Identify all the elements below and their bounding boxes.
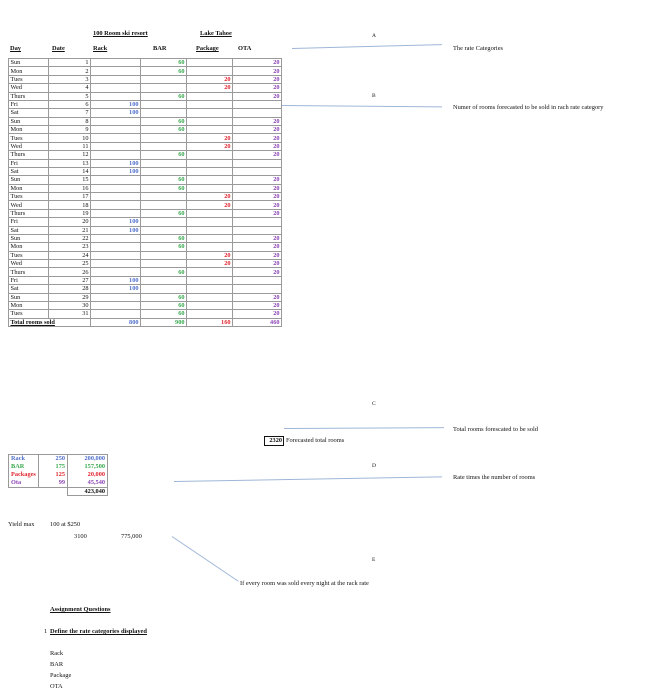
table-row [9, 251, 282, 259]
totals-row [9, 318, 282, 326]
table-row [9, 243, 282, 251]
cell-bar [141, 201, 187, 209]
cell-pkg: 20 [187, 193, 233, 201]
table-row [9, 176, 282, 184]
summary-total: 423,040 [68, 487, 108, 495]
cell-day: Mon [9, 301, 49, 309]
forecast-total-label: Forecasted total rooms [286, 437, 345, 444]
cell-rack: 100 [91, 276, 141, 284]
cell-pkg [187, 218, 233, 226]
table-row [9, 92, 282, 100]
cell-day: Tues [9, 134, 49, 142]
summary-row [9, 479, 108, 487]
cell-rack [91, 209, 141, 217]
header-rack: Rack [93, 45, 108, 52]
cell-ota: 20 [233, 201, 282, 209]
cell-pkg [187, 126, 233, 134]
cell-rack [91, 234, 141, 242]
cell-pkg [187, 167, 233, 175]
cell-date: 19 [49, 209, 91, 217]
cell-rack [91, 251, 141, 259]
cell-pkg [187, 234, 233, 242]
table-row [9, 75, 282, 83]
cell-date: 17 [49, 193, 91, 201]
cell-day: Tues [9, 310, 49, 318]
table-row [9, 134, 282, 142]
table-row [9, 142, 282, 150]
cell-bar: 60 [141, 151, 187, 159]
cell-date: 11 [49, 142, 91, 150]
cell-ota: 20 [233, 251, 282, 259]
cell-bar [141, 285, 187, 293]
cell-pkg: 20 [187, 251, 233, 259]
total-rack: 800 [91, 318, 141, 326]
cell-day: Fri [9, 100, 49, 108]
cell-date: 14 [49, 167, 91, 175]
cell-bar [141, 142, 187, 150]
cell-bar: 60 [141, 293, 187, 301]
table-row [9, 67, 282, 75]
cell-day: Sat [9, 167, 49, 175]
cell-bar: 60 [141, 234, 187, 242]
cell-ota: 20 [233, 176, 282, 184]
cell-day: Tues [9, 75, 49, 83]
leader-line-c [284, 427, 444, 429]
cell-rack [91, 75, 141, 83]
cell-day: Sun [9, 59, 49, 67]
cell-rack [91, 176, 141, 184]
cell-pkg [187, 92, 233, 100]
table-row [9, 218, 282, 226]
cell-bar: 60 [141, 67, 187, 75]
cell-rack [91, 59, 141, 67]
summary-count: 125 [39, 471, 68, 479]
cell-date: 16 [49, 184, 91, 192]
cell-bar: 60 [141, 184, 187, 192]
cell-day: Mon [9, 67, 49, 75]
cell-rack [91, 260, 141, 268]
cell-ota: 20 [233, 84, 282, 92]
cell-day: Fri [9, 218, 49, 226]
cell-rack [91, 117, 141, 125]
cell-bar [141, 167, 187, 175]
summary-amount: 20,000 [68, 471, 108, 479]
cell-date: 9 [49, 126, 91, 134]
cell-day: Wed [9, 142, 49, 150]
cell-rack [91, 293, 141, 301]
summary-row [9, 463, 108, 471]
cell-ota [233, 226, 282, 234]
cell-pkg [187, 301, 233, 309]
summary-total-row [9, 487, 108, 495]
cell-pkg [187, 159, 233, 167]
cell-ota: 20 [233, 67, 282, 75]
cell-rack [91, 268, 141, 276]
summary-count: 250 [39, 455, 68, 463]
annotation-e-letter: E [372, 557, 376, 563]
cell-pkg [187, 293, 233, 301]
rate-grid [8, 58, 282, 327]
cell-day: Fri [9, 276, 49, 284]
cell-bar [141, 100, 187, 108]
cell-ota [233, 218, 282, 226]
totals-label: Total rooms sold [9, 318, 91, 326]
cell-date: 26 [49, 268, 91, 276]
question-item-ota: OTA [50, 683, 63, 690]
cell-ota: 20 [233, 268, 282, 276]
cell-pkg [187, 184, 233, 192]
table-row [9, 268, 282, 276]
table-row [9, 209, 282, 217]
cell-ota: 20 [233, 92, 282, 100]
cell-rack [91, 151, 141, 159]
cell-bar [141, 84, 187, 92]
cell-day: Sun [9, 234, 49, 242]
cell-day: Mon [9, 243, 49, 251]
cell-date: 25 [49, 260, 91, 268]
cell-pkg [187, 100, 233, 108]
cell-pkg [187, 117, 233, 125]
cell-ota: 20 [233, 184, 282, 192]
cell-pkg: 20 [187, 84, 233, 92]
cell-ota: 20 [233, 310, 282, 318]
header-date: Date [52, 45, 65, 52]
cell-date: 13 [49, 159, 91, 167]
cell-day: Sat [9, 109, 49, 117]
cell-date: 15 [49, 176, 91, 184]
table-row [9, 285, 282, 293]
cell-date: 6 [49, 100, 91, 108]
cell-pkg [187, 109, 233, 117]
cell-ota: 20 [233, 301, 282, 309]
cell-pkg [187, 176, 233, 184]
cell-rack [91, 142, 141, 150]
cell-day: Thurs [9, 92, 49, 100]
cell-date: 1 [49, 59, 91, 67]
cell-pkg [187, 209, 233, 217]
cell-date: 23 [49, 243, 91, 251]
header-bar: BAR [153, 45, 167, 52]
cell-rack: 100 [91, 100, 141, 108]
cell-rack [91, 301, 141, 309]
cell-bar [141, 218, 187, 226]
summary-amount: 200,000 [68, 455, 108, 463]
cell-rack: 100 [91, 285, 141, 293]
yield-label: Yield max [8, 521, 35, 528]
summary-category: BAR [9, 463, 39, 471]
cell-ota: 20 [233, 117, 282, 125]
forecast-total-box: 2320 [264, 436, 284, 446]
total-ota: 460 [233, 318, 282, 326]
summary-count: 175 [39, 463, 68, 471]
summary-row [9, 455, 108, 463]
cell-bar: 60 [141, 117, 187, 125]
table-row [9, 260, 282, 268]
cell-rack: 100 [91, 167, 141, 175]
cell-day: Sun [9, 176, 49, 184]
cell-date: 28 [49, 285, 91, 293]
cell-date: 24 [49, 251, 91, 259]
cell-pkg: 20 [187, 75, 233, 83]
table-row [9, 84, 282, 92]
table-row [9, 184, 282, 192]
cell-pkg [187, 285, 233, 293]
cell-bar [141, 159, 187, 167]
cell-day: Thurs [9, 268, 49, 276]
table-row [9, 159, 282, 167]
cell-date: 12 [49, 151, 91, 159]
cell-date: 27 [49, 276, 91, 284]
cell-rack: 100 [91, 109, 141, 117]
cell-rack [91, 92, 141, 100]
annotation-d-text: Rate times the number of rooms [453, 474, 536, 481]
summary-count: 99 [39, 479, 68, 487]
cell-date: 21 [49, 226, 91, 234]
lake-title: Lake Tahoe [200, 30, 232, 37]
cell-rack: 100 [91, 159, 141, 167]
cell-date: 29 [49, 293, 91, 301]
cell-ota: 20 [233, 75, 282, 83]
table-row [9, 193, 282, 201]
cell-day: Tues [9, 193, 49, 201]
question-item-package: Package [50, 672, 72, 679]
cell-bar [141, 193, 187, 201]
cell-date: 3 [49, 75, 91, 83]
questions-heading: Assignment Questions [50, 606, 111, 613]
table-row [9, 234, 282, 242]
table-row [9, 151, 282, 159]
cell-rack [91, 201, 141, 209]
cell-pkg: 20 [187, 260, 233, 268]
cell-bar: 60 [141, 310, 187, 318]
cell-ota [233, 276, 282, 284]
cell-day: Wed [9, 201, 49, 209]
leader-line-b [282, 105, 442, 107]
table-row [9, 293, 282, 301]
cell-ota: 20 [233, 134, 282, 142]
summary-category: Ota [9, 479, 39, 487]
yield-rate: 100 at $250 [50, 521, 81, 528]
cell-bar: 60 [141, 209, 187, 217]
cell-pkg [187, 67, 233, 75]
table-row [9, 59, 282, 67]
cell-bar: 60 [141, 268, 187, 276]
cell-rack: 100 [91, 226, 141, 234]
cell-pkg [187, 310, 233, 318]
cell-rack [91, 126, 141, 134]
question-1-text: Define the rate categories displayed [50, 628, 147, 635]
cell-date: 5 [49, 92, 91, 100]
cell-day: Sun [9, 293, 49, 301]
table-row [9, 126, 282, 134]
cell-pkg [187, 151, 233, 159]
yield-nights: 3100 [74, 533, 87, 540]
cell-day: Mon [9, 184, 49, 192]
header-package: Package [196, 45, 219, 52]
question-item-bar: BAR [50, 661, 64, 668]
table-row [9, 201, 282, 209]
annotation-c-letter: C [372, 401, 376, 407]
cell-ota [233, 285, 282, 293]
annotation-b-letter: B [372, 93, 376, 99]
cell-day: Mon [9, 126, 49, 134]
cell-bar [141, 276, 187, 284]
cell-rack [91, 193, 141, 201]
cell-date: 20 [49, 218, 91, 226]
cell-rack [91, 84, 141, 92]
cell-ota [233, 109, 282, 117]
cell-rack [91, 310, 141, 318]
cell-pkg: 20 [187, 142, 233, 150]
cell-bar: 60 [141, 92, 187, 100]
cell-ota: 20 [233, 260, 282, 268]
cell-date: 10 [49, 134, 91, 142]
cell-rack [91, 134, 141, 142]
table-row [9, 109, 282, 117]
cell-rack [91, 243, 141, 251]
cell-ota: 20 [233, 243, 282, 251]
cell-day: Wed [9, 260, 49, 268]
annotation-a-letter: A [372, 33, 376, 39]
total-bar: 900 [141, 318, 187, 326]
summary-row [9, 471, 108, 479]
cell-bar [141, 75, 187, 83]
cell-ota: 20 [233, 126, 282, 134]
cell-day: Thurs [9, 151, 49, 159]
table-row [9, 167, 282, 175]
cell-date: 30 [49, 301, 91, 309]
cell-ota: 20 [233, 59, 282, 67]
summary-category: Rack [9, 455, 39, 463]
cell-bar: 60 [141, 176, 187, 184]
table-row [9, 301, 282, 309]
cell-day: Thurs [9, 209, 49, 217]
cell-ota [233, 159, 282, 167]
table-row [9, 276, 282, 284]
total-pkg: 160 [187, 318, 233, 326]
cell-bar: 60 [141, 59, 187, 67]
summary-amount: 157,500 [68, 463, 108, 471]
cell-pkg [187, 59, 233, 67]
cell-date: 22 [49, 234, 91, 242]
cell-bar [141, 251, 187, 259]
cell-ota: 20 [233, 234, 282, 242]
question-1-number: 1 [44, 628, 48, 635]
cell-ota [233, 167, 282, 175]
cell-ota: 20 [233, 151, 282, 159]
cell-rack: 100 [91, 218, 141, 226]
cell-rack [91, 184, 141, 192]
revenue-summary [8, 454, 108, 496]
cell-date: 8 [49, 117, 91, 125]
cell-date: 31 [49, 310, 91, 318]
cell-date: 18 [49, 201, 91, 209]
leader-line-e [172, 536, 239, 582]
question-item-rack: Rack [50, 650, 64, 657]
cell-pkg: 20 [187, 201, 233, 209]
cell-bar: 60 [141, 243, 187, 251]
cell-bar: 60 [141, 301, 187, 309]
cell-bar [141, 226, 187, 234]
cell-day: Sun [9, 117, 49, 125]
table-row [9, 100, 282, 108]
annotation-d-letter: D [372, 463, 376, 469]
cell-bar [141, 109, 187, 117]
header-ota: OTA [238, 45, 252, 52]
leader-line-d [174, 476, 442, 482]
resort-title: 100 Room ski resort [93, 30, 148, 37]
cell-pkg: 20 [187, 134, 233, 142]
leader-line-a [292, 44, 442, 49]
cell-day: Wed [9, 84, 49, 92]
cell-ota: 20 [233, 193, 282, 201]
summary-spacer [9, 487, 68, 495]
cell-pkg [187, 243, 233, 251]
cell-day: Fri [9, 159, 49, 167]
cell-pkg [187, 276, 233, 284]
cell-ota: 20 [233, 142, 282, 150]
cell-bar: 60 [141, 126, 187, 134]
annotation-a-text: The rate Categories [453, 45, 504, 52]
cell-ota: 20 [233, 209, 282, 217]
cell-date: 2 [49, 67, 91, 75]
table-row [9, 226, 282, 234]
annotation-e-text: If every room was sold every night at the rack rate [240, 580, 369, 587]
annotation-c-text: Total rooms forescated to be sold [453, 426, 538, 433]
cell-pkg [187, 226, 233, 234]
cell-rack [91, 67, 141, 75]
table-row [9, 310, 282, 318]
header-day: Day [10, 45, 22, 52]
summary-category: Packages [9, 471, 39, 479]
cell-date: 4 [49, 84, 91, 92]
cell-date: 7 [49, 109, 91, 117]
yield-value: 775,000 [121, 533, 142, 540]
cell-ota [233, 100, 282, 108]
annotation-b-text: Numer of rooms forecasted to be sold in rach rate category [453, 104, 604, 111]
summary-amount: 45,540 [68, 479, 108, 487]
cell-bar [141, 134, 187, 142]
cell-ota: 20 [233, 293, 282, 301]
cell-bar [141, 260, 187, 268]
cell-day: Sat [9, 226, 49, 234]
table-row [9, 117, 282, 125]
cell-day: Tues [9, 251, 49, 259]
cell-pkg [187, 268, 233, 276]
cell-day: Sat [9, 285, 49, 293]
